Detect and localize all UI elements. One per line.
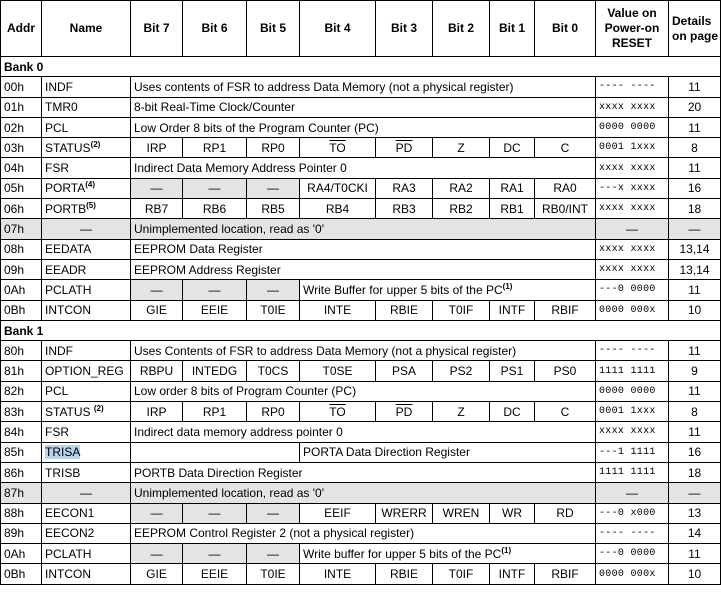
register-description: EEPROM Control Register 2 (not a physical register) [131, 523, 596, 543]
bit7-cell: RBPU [131, 361, 183, 381]
bit5-cell: — [247, 280, 300, 300]
table-row [1, 341, 721, 361]
addr-cell: 85h [1, 442, 42, 462]
table-row [1, 523, 721, 543]
details-page: 13 [669, 503, 721, 523]
table-row [1, 462, 721, 482]
bit1-cell: DC [490, 402, 535, 422]
blank-bits-cell [131, 442, 300, 462]
bit4-cell: T0SE [300, 361, 376, 381]
register-name: EECON2 [42, 523, 131, 543]
bit0-cell: C [535, 402, 596, 422]
footnote-mark: (2) [90, 139, 101, 149]
register-name: PORTA [45, 181, 86, 196]
details-page: 11 [669, 158, 721, 178]
register-name: PCL [42, 117, 131, 137]
bit6-cell: RP1 [183, 138, 247, 158]
register-description: Write Buffer for upper 5 bits of the PC [303, 282, 503, 297]
reset-header-line2: Power-on [604, 21, 660, 35]
bit-label-overlined: $\overline{TO}$ [329, 404, 346, 419]
bit4-cell: EEIF [300, 503, 376, 523]
bit2-cell: RB2 [433, 199, 490, 219]
register-name: EEDATA [42, 239, 131, 259]
details-page: 16 [669, 442, 721, 462]
register-name: OPTION_REG [42, 361, 131, 381]
register-description: Write buffer for upper 5 bits of the PC [303, 546, 502, 561]
register-description: PORTA Data Direction Register [300, 442, 596, 462]
bit5-cell: T0IE [247, 564, 300, 584]
bit5-cell: T0IE [247, 300, 300, 320]
col-header-bit3: Bit 3 [376, 1, 433, 57]
bit2-cell: T0IF [433, 564, 490, 584]
addr-cell: 07h [1, 219, 42, 239]
bit3-cell: RB3 [376, 199, 433, 219]
register-description: Unimplemented location, read as '0' [131, 219, 596, 239]
register-name: — [42, 483, 131, 503]
footnote-mark: (1) [501, 545, 512, 555]
reset-header-line1: Value on [607, 6, 657, 20]
details-page: 11 [669, 117, 721, 137]
footnote-mark: (2) [93, 403, 104, 413]
reset-value: ---x xxxx [596, 178, 669, 198]
reset-value: ---1 1111 [596, 442, 669, 462]
bit2-cell: PS2 [433, 361, 490, 381]
addr-cell: 03h [1, 138, 42, 158]
reset-header-line3: RESET [611, 36, 652, 50]
bit2-cell: RA2 [433, 178, 490, 198]
bit6-cell: RP1 [183, 402, 247, 422]
bit5-cell: RB5 [247, 199, 300, 219]
details-header-line2: on page [672, 28, 719, 43]
table-row-unimplemented [1, 219, 721, 239]
addr-cell: 05h [1, 178, 42, 198]
bit7-cell: — [131, 503, 183, 523]
bank1-label-row [1, 320, 721, 340]
reset-value: ---0 x000 [596, 503, 669, 523]
register-name-selected[interactable]: TRISA [45, 445, 81, 460]
details-page: 11 [669, 544, 721, 564]
details-page: 13,14 [669, 239, 721, 259]
addr-cell: 86h [1, 462, 42, 482]
register-name: TRISB [42, 462, 131, 482]
bit1-cell: INTF [490, 300, 535, 320]
col-header-bit7: Bit 7 [131, 1, 183, 57]
bit3-cell: RBIE [376, 564, 433, 584]
reset-value: 0001 1xxx [596, 138, 669, 158]
addr-cell: 83h [1, 402, 42, 422]
addr-cell: 80h [1, 341, 42, 361]
bit4-cell: INTE [300, 300, 376, 320]
bit0-cell: RB0/INT [535, 199, 596, 219]
bit3-cell: RA3 [376, 178, 433, 198]
details-page: 11 [669, 381, 721, 401]
details-page: 11 [669, 280, 721, 300]
bit7-cell: — [131, 544, 183, 564]
reset-value: 0000 000x [596, 564, 669, 584]
register-description: PORTB Data Direction Register [131, 462, 596, 482]
bit0-cell: RBIF [535, 300, 596, 320]
col-header-bit1: Bit 1 [490, 1, 535, 57]
addr-cell: 0Ah [1, 280, 42, 300]
details-page: 11 [669, 422, 721, 442]
table-row-unimplemented [1, 483, 721, 503]
register-description: Indirect Data Memory Address Pointer 0 [131, 158, 596, 178]
addr-cell: 01h [1, 97, 42, 117]
bit6-cell: — [183, 178, 247, 198]
addr-cell: 08h [1, 239, 42, 259]
bit1-cell: WR [490, 503, 535, 523]
footnote-mark: (1) [502, 281, 513, 291]
addr-cell: 0Ah [1, 544, 42, 564]
register-name: PORTB [45, 201, 87, 216]
table-row [1, 442, 721, 462]
details-page: 10 [669, 564, 721, 584]
details-page: — [669, 483, 721, 503]
bit0-cell: RA0 [535, 178, 596, 198]
register-name: TMR0 [42, 97, 131, 117]
bit3-cell: RBIE [376, 300, 433, 320]
bit4-cell [300, 402, 376, 422]
register-description: Uses contents of FSR to address Data Memory (not a physical register) [131, 77, 596, 97]
table-row [1, 564, 721, 584]
addr-cell: 81h [1, 361, 42, 381]
bit7-cell: — [131, 280, 183, 300]
reset-value: 1111 1111 [596, 462, 669, 482]
bank0-label-row [1, 57, 721, 77]
bit5-cell: RP0 [247, 138, 300, 158]
register-description: 8-bit Real-Time Clock/Counter [131, 97, 596, 117]
details-page: 8 [669, 402, 721, 422]
bit5-cell: RP0 [247, 402, 300, 422]
details-page: 18 [669, 462, 721, 482]
col-header-details [669, 1, 721, 57]
register-description: Low order 8 bits of Program Counter (PC) [131, 381, 596, 401]
col-header-bit0: Bit 0 [535, 1, 596, 57]
bit-label-overlined: $\overline{PD}$ [395, 404, 413, 419]
bit3-cell: WRERR [376, 503, 433, 523]
bit7-cell: RB7 [131, 199, 183, 219]
addr-cell: 0Bh [1, 300, 42, 320]
register-description: Low Order 8 bits of the Program Counter (PC) [131, 117, 596, 137]
register-name-cell [42, 199, 131, 219]
register-name: PCL [42, 381, 131, 401]
table-row [1, 178, 721, 198]
footnote-mark: (5) [86, 200, 96, 210]
bit6-cell: — [183, 280, 247, 300]
table-row [1, 239, 721, 259]
details-page: 9 [669, 361, 721, 381]
header-row [1, 1, 721, 57]
bit2-cell: Z [433, 138, 490, 158]
bit5-cell: — [247, 503, 300, 523]
table-row [1, 503, 721, 523]
bit7-cell: IRP [131, 402, 183, 422]
reset-value: ---0 0000 [596, 280, 669, 300]
bit7-cell: GIE [131, 564, 183, 584]
details-page: 18 [669, 199, 721, 219]
col-header-reset [596, 1, 669, 57]
addr-cell: 04h [1, 158, 42, 178]
table-row [1, 259, 721, 279]
bit1-cell: RA1 [490, 178, 535, 198]
bit3-cell: PSA [376, 361, 433, 381]
reset-value: 0000 0000 [596, 381, 669, 401]
bit2-cell: T0IF [433, 300, 490, 320]
col-header-bit4: Bit 4 [300, 1, 376, 57]
register-name: INDF [42, 341, 131, 361]
register-name-cell [42, 402, 131, 422]
bank-label: Bank 0 [1, 57, 721, 77]
register-name: INTCON [42, 300, 131, 320]
col-header-addr: Addr [1, 1, 42, 57]
bank-label: Bank 1 [1, 320, 721, 340]
bit1-cell: DC [490, 138, 535, 158]
col-header-bit2: Bit 2 [433, 1, 490, 57]
addr-cell: 06h [1, 199, 42, 219]
register-name: INTCON [42, 564, 131, 584]
table-row [1, 361, 721, 381]
reset-value: ---- ---- [596, 77, 669, 97]
bit6-cell: INTEDG [183, 361, 247, 381]
bit7-cell: IRP [131, 138, 183, 158]
register-description: EEPROM Data Register [131, 239, 596, 259]
register-name: PCLATH [42, 280, 131, 300]
bit4-cell [300, 138, 376, 158]
reset-value: ---0 0000 [596, 544, 669, 564]
bit6-cell: — [183, 503, 247, 523]
bit3-cell [376, 138, 433, 158]
register-name-cell [42, 442, 131, 462]
reset-value: 0000 000x [596, 300, 669, 320]
reset-value: ---- ---- [596, 523, 669, 543]
table-row [1, 117, 721, 137]
register-description: EEPROM Address Register [131, 259, 596, 279]
bit7-cell: GIE [131, 300, 183, 320]
bit1-cell: RB1 [490, 199, 535, 219]
bit0-cell: RD [535, 503, 596, 523]
reset-value: xxxx xxxx [596, 259, 669, 279]
bit5-cell: T0CS [247, 361, 300, 381]
col-header-bit6: Bit 6 [183, 1, 247, 57]
bit-label-overlined: $\overline{TO}$ [329, 140, 346, 155]
register-name: EEADR [42, 259, 131, 279]
details-page: 20 [669, 97, 721, 117]
table-row [1, 199, 721, 219]
addr-cell: 09h [1, 259, 42, 279]
bit7-cell: — [131, 178, 183, 198]
bit0-cell: RBIF [535, 564, 596, 584]
bit1-cell: INTF [490, 564, 535, 584]
register-description-cell [300, 280, 596, 300]
register-name: INDF [42, 77, 131, 97]
bit0-cell: C [535, 138, 596, 158]
addr-cell: 0Bh [1, 564, 42, 584]
register-description: Unimplemented location, read as '0' [131, 483, 596, 503]
register-description: Uses Contents of FSR to address Data Memory (not a physical register) [131, 341, 596, 361]
bit0-cell: PS0 [535, 361, 596, 381]
register-name: STATUS [45, 404, 94, 419]
bit4-cell: RB4 [300, 199, 376, 219]
addr-cell: 82h [1, 381, 42, 401]
register-name: — [42, 219, 131, 239]
reset-value: xxxx xxxx [596, 422, 669, 442]
addr-cell: 88h [1, 503, 42, 523]
reset-value: ---- ---- [596, 341, 669, 361]
bit2-cell: Z [433, 402, 490, 422]
bit6-cell: — [183, 544, 247, 564]
bit2-cell: WREN [433, 503, 490, 523]
details-page: 8 [669, 138, 721, 158]
table-row [1, 280, 721, 300]
details-page: 13,14 [669, 259, 721, 279]
table-row [1, 77, 721, 97]
register-name: PCLATH [42, 544, 131, 564]
details-page: 10 [669, 300, 721, 320]
bit1-cell: PS1 [490, 361, 535, 381]
bit3-cell [376, 402, 433, 422]
bit5-cell: — [247, 178, 300, 198]
bit4-cell: INTE [300, 564, 376, 584]
details-page: 16 [669, 178, 721, 198]
details-page: 14 [669, 523, 721, 543]
table-row [1, 544, 721, 564]
reset-value: — [596, 219, 669, 239]
register-name-cell [42, 138, 131, 158]
addr-cell: 84h [1, 422, 42, 442]
register-name-cell [42, 178, 131, 198]
table-row [1, 422, 721, 442]
bit4-cell: RA4/T0CKI [300, 178, 376, 198]
bit6-cell: EEIE [183, 564, 247, 584]
table-row [1, 158, 721, 178]
reset-value: xxxx xxxx [596, 199, 669, 219]
bit6-cell: RB6 [183, 199, 247, 219]
register-name: STATUS [45, 140, 91, 155]
addr-cell: 87h [1, 483, 42, 503]
table-row [1, 381, 721, 401]
register-name: FSR [42, 158, 131, 178]
reset-value: xxxx xxxx [596, 97, 669, 117]
reset-value: 1111 1111 [596, 361, 669, 381]
details-page: 11 [669, 77, 721, 97]
table-row [1, 300, 721, 320]
reset-value: 0001 1xxx [596, 402, 669, 422]
reset-value: xxxx xxxx [596, 158, 669, 178]
table-row [1, 402, 721, 422]
details-header-line1: Details [672, 13, 712, 28]
reset-value: xxxx xxxx [596, 239, 669, 259]
details-page: — [669, 219, 721, 239]
bit-label-overlined: $\overline{PD}$ [395, 140, 413, 155]
reset-value: 0000 0000 [596, 117, 669, 137]
footnote-mark: (4) [85, 180, 96, 190]
col-header-name: Name [42, 1, 131, 57]
addr-cell: 89h [1, 523, 42, 543]
addr-cell: 02h [1, 117, 42, 137]
register-name: FSR [42, 422, 131, 442]
bit5-cell: — [247, 544, 300, 564]
register-description: Indirect data memory address pointer 0 [131, 422, 596, 442]
register-name: EECON1 [42, 503, 131, 523]
table-row [1, 138, 721, 158]
addr-cell: 00h [1, 77, 42, 97]
register-description-cell [300, 544, 596, 564]
bit6-cell: EEIE [183, 300, 247, 320]
reset-value: — [596, 483, 669, 503]
col-header-bit5: Bit 5 [247, 1, 300, 57]
table-row [1, 97, 721, 117]
details-page: 11 [669, 341, 721, 361]
